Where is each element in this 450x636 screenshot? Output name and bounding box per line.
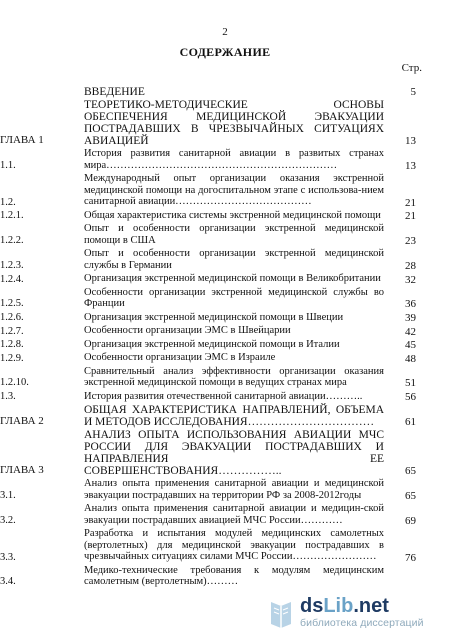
brand-net: .net: [353, 595, 389, 617]
toc-entry-page: 51: [405, 377, 416, 389]
toc-entry-number: 1.1.: [0, 159, 16, 171]
toc-entry-page: 21: [405, 210, 416, 222]
toc-entry-page: 76: [405, 551, 416, 564]
toc-entry-page: 21: [405, 196, 416, 209]
toc-entry: [0, 429, 422, 477]
watermark-brand: [300, 596, 424, 616]
watermark: [300, 596, 424, 629]
toc-entry-title: Организация экстренной медицинской помощи в Швеции: [84, 311, 344, 323]
toc-entry-title: ВВЕДЕНИЕ: [84, 86, 145, 98]
toc-entry-number: 3.4.: [0, 576, 16, 587]
toc-entry-number: 3.3.: [0, 551, 16, 563]
toc-entry-title: Организация экстренной медицинской помощи в Италии: [84, 338, 340, 350]
toc-entry-number: 1.2.7.: [0, 325, 24, 337]
toc-entry: [0, 248, 422, 272]
toc-entry-number: 1.2.2.: [0, 234, 24, 246]
toc-entry-number: 1.2.8.: [0, 339, 24, 350]
table-of-contents: [0, 86, 422, 590]
toc-entry-page: 39: [405, 312, 416, 324]
toc-entry-page: 13: [405, 135, 416, 147]
toc-entry-number: 1.2.: [0, 196, 16, 208]
toc-entry: [0, 286, 422, 310]
toc-entry: [0, 173, 422, 209]
brand-lib: Lib: [323, 595, 354, 617]
toc-entry: [0, 365, 422, 389]
toc-entry-title: Международный опыт организации оказания экстренной медицинской помощи на догоспитальном этапе с использова-нием санитарной авиации…………………………………: [84, 173, 384, 207]
toc-entry-page: 13: [405, 159, 416, 172]
toc-entry: [0, 503, 422, 527]
page-number: 2: [222, 26, 228, 38]
watermark-subtitle: библиотека диссертаций: [300, 617, 424, 629]
toc-entry-title: ОБЩАЯ ХАРАКТЕРИСТИКА НАПРАВЛЕНИЙ, ОБЪЕМА И МЕТОДОВ ИССЛЕДОВАНИЯ……………………………: [84, 404, 384, 428]
toc-entry-number: 1.2.9.: [0, 352, 24, 364]
toc-entry-page: 42: [405, 325, 416, 338]
toc-entry-page: 23: [405, 234, 416, 247]
toc-entry: [0, 528, 422, 564]
toc-entry-number: 1.2.4.: [0, 273, 24, 285]
toc-entry-page: 28: [405, 259, 416, 272]
toc-entry-number: 1.2.1.: [0, 210, 24, 221]
toc-entry-page: 65: [405, 489, 416, 502]
toc-entry-title: Опыт и особенности организации экстренной медицинской службы в Германии: [84, 248, 384, 271]
toc-entry-number: 3.1.: [0, 489, 16, 501]
brand-ds: ds: [300, 595, 324, 617]
toc-entry: [0, 325, 422, 338]
toc-entry-page: 36: [405, 298, 416, 310]
toc-entry-title: Особенности организации ЭМС в Израиле: [84, 352, 276, 363]
toc-entry: [0, 99, 422, 147]
toc-entry: [0, 564, 422, 588]
toc-entry-number: ГЛАВА 1: [0, 134, 44, 146]
toc-entry-title: История развития отечественной санитарной авиации………..: [84, 390, 363, 402]
toc-entry: [0, 404, 422, 428]
toc-entry-title: ТЕОРЕТИКО-МЕТОДИЧЕСКИЕ ОСНОВЫ ОБЕСПЕЧЕНИЯ МЕДИЦИНСКОЙ ЭВАКУАЦИИ ПОСТРАДАВШИХ В ЧРЕЗВЫЧАЙНЫХ СИТУАЦИЯХ АВИАЦИЕЙ: [84, 99, 384, 147]
book-icon: [268, 598, 294, 628]
toc-entry-title: Сравнительный анализ эффективности организации оказания экстренной медицинской помощи в ведущих странах мира: [84, 365, 384, 388]
toc-entry-number: 1.2.10.: [0, 377, 29, 388]
toc-entry-page: 65: [405, 465, 416, 477]
toc-entry-page: 69: [405, 514, 416, 527]
toc-entry-title: Медико-технические требования к модулям медицинским самолетным (вертолетным)………: [84, 564, 384, 587]
toc-entry-number: 3.2.: [0, 514, 16, 526]
toc-entry-title: Особенности организации ЭМС в Швейцарии: [84, 325, 291, 336]
toc-entry-title: АНАЛИЗ ОПЫТА ИСПОЛЬЗОВАНИЯ АВИАЦИИ МЧС РОССИИ ДЛЯ ЭВАКУАЦИИ ПОСТРАДАВШИХ И НАПРАВЛЕНИЯ ЕЕ СОВЕРШЕНСТВОВАНИЯ……………..: [84, 429, 384, 477]
toc-entry-page: 61: [405, 416, 416, 428]
toc-entry-number: 1.2.5.: [0, 298, 24, 309]
toc-entry-page: 45: [405, 339, 416, 351]
toc-entry-number: 1.2.3.: [0, 259, 24, 271]
toc-entry: [0, 209, 422, 222]
toc-entry: [0, 311, 422, 324]
toc-entry-page: 5: [410, 86, 416, 98]
toc-entry-number: 1.3.: [0, 391, 16, 402]
toc-entry-title: Особенности организации экстренной медицинской службы во Франции: [84, 286, 384, 309]
toc-entry-title: Общая характеристика системы экстренной медицинской помощи: [84, 209, 381, 221]
toc-entry-page: 56: [405, 391, 416, 403]
toc-entry-title: Опыт и особенности организации экстренной медицинской помощи в США: [84, 223, 384, 246]
toc-entry: [0, 390, 422, 403]
toc-entry: [0, 273, 422, 286]
page-title: СОДЕРЖАНИЕ: [179, 45, 271, 59]
toc-entry-title: Разработка и испытания модулей медицинских самолетных (вертолетных) для медицинской эвакуации пострадавших в чрезвычайных ситуациях силами МЧС России……………………: [84, 528, 384, 562]
toc-entry: [0, 478, 422, 502]
toc-entry-title: Организация экстренной медицинской помощи в Великобритании: [84, 273, 381, 284]
toc-entry-title: Анализ опыта применения санитарной авиации и медицин-ской эвакуации пострадавших авиацией МЧС России…………: [84, 503, 384, 526]
toc-entry-title: История развития санитарной авиации в развитых странах мира…………………………………………………………: [84, 148, 384, 171]
toc-entry: [0, 223, 422, 247]
toc-entry: [0, 148, 422, 172]
toc-entry-page: 32: [405, 273, 416, 286]
page-column-label: Стр.: [401, 62, 422, 74]
toc-entry: [0, 352, 422, 365]
toc-entry: [54, 86, 422, 98]
toc-entry-title: Анализ опыта применения санитарной авиации и медицинской эвакуации пострадавших на территории РФ за 2008-2012годы: [84, 478, 384, 501]
toc-entry: [0, 338, 422, 351]
toc-entry-page: 48: [405, 352, 416, 365]
toc-entry-number: 1.2.6.: [0, 312, 24, 323]
toc-entry-number: ГЛАВА 2: [0, 415, 44, 427]
toc-entry-number: ГЛАВА 3: [0, 464, 44, 476]
